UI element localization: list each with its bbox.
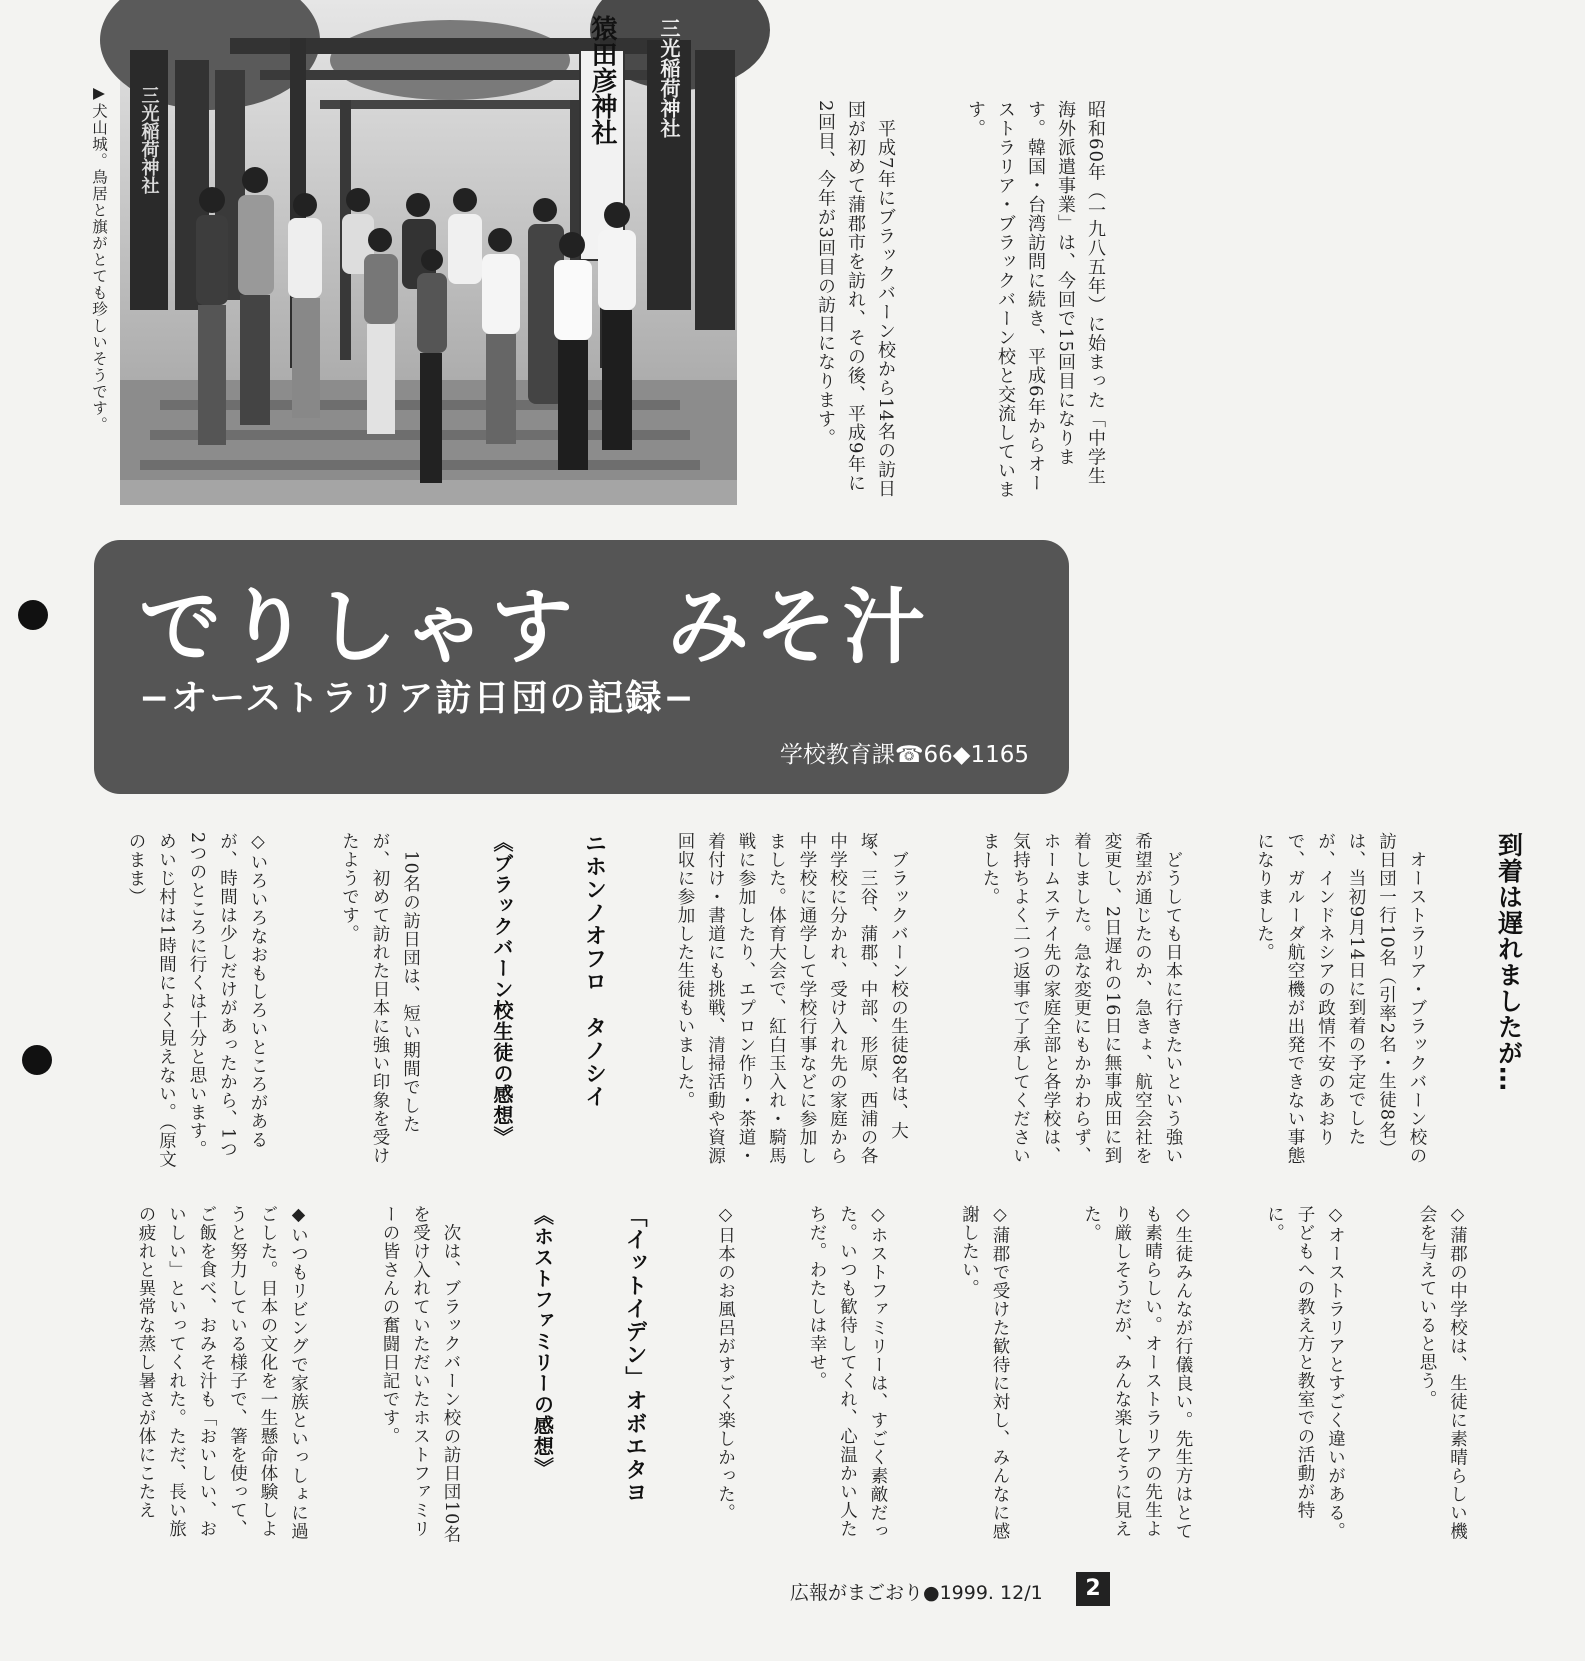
comment-item: ◇蒲郡で受けた歓待に対し、みんなに感謝したい。 xyxy=(959,1205,1010,1541)
binder-hole xyxy=(22,1045,52,1075)
diary-item: ◆いつもリビングで家族といっしょに過ごした。日本の文化を一生懸命体験しようと努力している様子で、箸を使って、ご飯を食べ、おみそ汁も「おいしい、おいしい」といってくれた。ただ、長い旅の疲れと異常な蒸し暑さが体にこたえ xyxy=(136,1205,309,1541)
group-photo xyxy=(120,0,737,505)
article-upper xyxy=(90,832,1585,1170)
title-banner xyxy=(94,540,1069,794)
comment-item: ◇蒲郡の中学校は、生徒に素晴らしい機会を与えていると思う。 xyxy=(1417,1205,1468,1541)
page-subtitle: −オーストラリア訪日団の記録− xyxy=(139,678,696,719)
section-heading-ofuro: ニホンノオフロ タノシイ xyxy=(581,832,607,1108)
section-subheading-students: 《ブラックバーン校生徒の感想》 xyxy=(490,832,514,1147)
article-lower xyxy=(100,1205,1534,1545)
intro-paragraph: 昭和60年（一九八五年）に始まった「中学生海外派遣事業」は、今回で15回目になります。韓国・台湾訪問に続き、平成6年からオーストラリア・ブラックバーン校と交流しています。 xyxy=(965,100,1106,499)
banner-text-sanko: 三光稲荷神社 xyxy=(657,18,681,138)
banner-text-sarutahiko: 猿田彦神社 xyxy=(587,15,617,145)
comment-item: ◇日本のお風呂がすごく楽しかった。 xyxy=(715,1205,736,1522)
department-contact: 学校教育課☎66◆1165 xyxy=(779,742,1029,768)
comment-item: ◇いろいろなおもしろいところがあるが、時間は少しだけがあったから、1つ2つのところに行くは十分と思います。めいじ村は1時間によく見えない。（原文のまま） xyxy=(126,832,268,1169)
section-heading-arrival: 到着は遅れましたが… xyxy=(1494,832,1524,1092)
binder-hole xyxy=(18,600,48,630)
comment-item: ◇オーストラリアとすごく違いがある。子どもへの教え方と教室での活動が特に。 xyxy=(1264,1205,1346,1541)
section-heading-ittoiden: 「イットイデン」オボエタヨ xyxy=(622,1205,647,1504)
body-paragraph: どうしても日本に行きたいという強い希望が通じたのか、急きょ、航空会社を変更し、2日遅れの16日に無事成田に到着しました。急な変更にもかかわらず、ホームステイ先の家庭全部と各学校は、気持ちよく二つ返事で了承してくださいました。 xyxy=(980,832,1183,1165)
comment-item: ◇ホストファミリーは、すごく素敵だった。いつも歓待してくれ、心温かい人たちだ。わたしは幸せ。 xyxy=(807,1205,888,1541)
intro-text xyxy=(780,100,1170,500)
photo-caption: ▶犬山城。鳥居と旗がとても珍しいそうです。 xyxy=(90,84,108,433)
comment-item: ◇生徒みんなが行儀良い。先生方はとても素晴らしい。オーストラリアの先生より厳しそうだが、みんな楽しそうに見えた。 xyxy=(1081,1205,1193,1541)
publication-footer: 広報がまごおり●1999. 12/1 xyxy=(790,1582,1043,1604)
page-title: でりしゃす みそ汁 xyxy=(139,580,932,675)
body-paragraph: 10名の訪日団は、短い期間でしたが、初めて訪れた日本に強い印象を受けたようです。 xyxy=(339,832,421,1165)
banner-text-sanko-left: 三光稲荷神社 xyxy=(138,86,160,194)
body-paragraph: ブラックバーン校の生徒8名は、大塚、三谷、蒲郡、中部、形原、西浦の各中学校に分かれ、受け入れ先の家庭から中学校に通学して学校行事などに参加しました。体育大会で、紅白玉入れ・騎馬戦に参加したり、エプロン作り・茶道・着付け・書道にも挑戦、清掃活動や資源回収に参加した生徒もいました。 xyxy=(675,832,909,1165)
intro-paragraph: 平成7年にブラックバーン校から14名の訪日団が初めて蒲郡市を訪れ、その後、平成9年に2回目、今年が3回目の訪日になります。 xyxy=(815,100,896,499)
body-paragraph: 次は、ブラックバーン校の訪日団10名を受け入れていただいたホストファミリーの皆さんの奮闘日記です。 xyxy=(380,1205,461,1544)
section-subheading-host: 《ホストファミリーの感想》 xyxy=(530,1205,555,1478)
body-paragraph: オーストラリア・ブラックバーン校の訪日団一行10名（引率2名・生徒8名）は、当初9月14日に到着の予定でしたが、インドネシアの政情不安のあおりで、ガルーダ航空機が出発できない事態になりました。 xyxy=(1254,832,1427,1165)
page-number: 2 xyxy=(1076,1572,1110,1606)
